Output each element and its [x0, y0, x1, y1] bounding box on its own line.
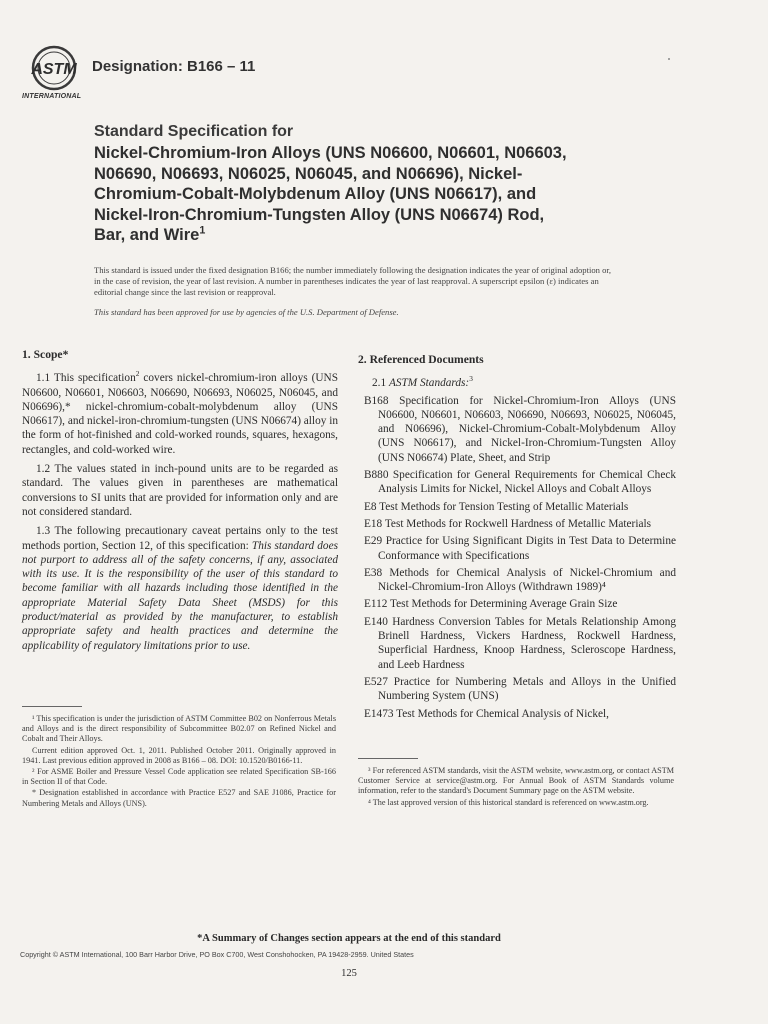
- copyright: Copyright © ASTM International, 100 Barr Harbor Drive, PO Box C700, West Conshohocken, PA 19428-2959. United States: [20, 950, 414, 959]
- ref-item: E38 Methods for Chemical Analysis of Nickel-Chromium and Nickel-Chromium-Iron Alloys (Withdrawn 1989)⁴: [364, 566, 676, 594]
- scope-para-1: 1.1 This specification$^2$ covers nickel-chromium-iron alloys (UNS N06600, N06601, N06603, N06690, N06693, N06025, N06045, and N06696),* nickel-chromium-cobalt-molybdenum alloy (UNS N06617), and nickel-iron-chromium-tungsten (UNS N06674) alloy in the form of hot-finished and cold-worked rounds, squares, hexagons, rectangles, and cold-worked wire.: [22, 369, 338, 456]
- footnote: ² For ASME Boiler and Pressure Vessel Code application see related Specification SB-166 in Section II of that Code.: [22, 767, 336, 787]
- scan-speck: [668, 58, 670, 60]
- refdocs-heading: 2. Referenced Documents: [358, 353, 484, 366]
- issued-note: This standard is issued under the fixed designation B166; the number immediately following the designation indicates the year of original adoption or, in the case of revision, the year of last revision. A number in parentheses indicates the year of last reapproval. A superscript epsilon (ε) indicates an editorial change since the last revision or reapproval.: [94, 265, 612, 297]
- ref-item: E1473 Test Methods for Chemical Analysis of Nickel,: [364, 707, 609, 720]
- ref-item: E112 Test Methods for Determining Average Grain Size: [364, 598, 618, 611]
- logo-text: ASTM: [31, 61, 77, 78]
- scope-heading: 1. Scope*: [22, 348, 69, 361]
- page-number: 125: [341, 968, 357, 979]
- title-block: [94, 123, 654, 246]
- title-line: N06690, N06693, N06025, N06045, and N06696), Nickel-: [94, 164, 523, 183]
- intro-note: [94, 265, 614, 318]
- title-line: Chromium-Cobalt-Molybdenum Alloy (UNS N06617), and: [94, 185, 537, 203]
- left-column: [22, 348, 338, 658]
- title-line: [94, 225, 654, 246]
- title-line: Nickel-Chromium-Iron Alloys (UNS N06600, N06601, N06603,: [94, 144, 567, 162]
- footnote: * Designation established in accordance with Practice E527 and SAE J1086, Practice for Numbering Metals and Alloys (UNS).: [22, 788, 336, 808]
- title-last: Bar, and Wire: [94, 226, 200, 244]
- title: [94, 143, 654, 246]
- ref-item: B168 Specification for Nickel-Chromium-Iron Alloys (UNS N06600, N06601, N06603, N06690, N06693, N06025, N06045, and N06696), Nickel-Chromium-Cobalt-Molybdenum Alloy (UNS N06617), and Nickel-Iron-Chromium-Tungsten Alloy (UNS N06674) Plate, Sheet, and Strip: [364, 394, 676, 464]
- scope-para-2: 1.2 The values stated in inch-pound units are to be regarded as standard. The values given in parentheses are mathematical conversions to SI units that are provided for information only and are not considered standard.: [22, 463, 338, 518]
- footnote: Current edition approved Oct. 1, 2011. Published October 2011. Originally approved in 1941. Last previous edition approved in 2008 as B166 – 08. DOI: 10.1520/B0166-11.: [22, 745, 336, 765]
- ref-item: B880 Specification for General Requirements for Chemical Check Analysis Limits for Nickel, Nickel Alloys and Cobalt Alloys: [364, 469, 676, 496]
- ref-item: E140 Hardness Conversion Tables for Metals Relationship Among Brinell Hardness, Vickers Hardness, Rockwell Hardness, Superficial Hardness, Knoop Hardness, Scleroscope Hardness, and Leeb Hardness: [364, 615, 676, 671]
- summary-note: *A Summary of Changes section appears at the end of this standard: [197, 933, 501, 944]
- footnotes-right: [358, 758, 674, 809]
- footnotes-left: [22, 706, 336, 810]
- title-prefix: Standard Specification for: [94, 123, 294, 140]
- footnote: ⁴ The last approved version of this historical standard is referenced on www.astm.org.: [368, 797, 649, 807]
- title-footnote-ref: 1: [199, 224, 206, 237]
- ref-item: E29 Practice for Using Significant Digits in Test Data to Determine Conformance with Specifications: [364, 535, 676, 562]
- astm-standards-subheading: 2.1 ASTM Standards:$^3$: [372, 374, 473, 390]
- right-column: [358, 353, 676, 724]
- ref-item: E527 Practice for Numbering Metals and Alloys in the Unified Numbering System (UNS): [364, 675, 676, 703]
- ref-item: E18 Test Methods for Rockwell Hardness of Metallic Materials: [364, 517, 652, 530]
- dod-note: This standard has been approved for use by agencies of the U.S. Department of Defense.: [94, 307, 399, 317]
- footnote: ³ For referenced ASTM standards, visit the ASTM website, www.astm.org, or contact ASTM Customer Service at service@astm.org. For Annual Book of ASTM Standards volume information, refer to the standard's Document Summary page on the ASTM website.: [358, 766, 674, 796]
- logo-international: INTERNATIONAL: [22, 93, 82, 100]
- scope-para-3: 1.3 The following precautionary caveat pertains only to the test methods portion, Section 12, of this specification: This standard does not purport to address all of the safety concerns, if any, associated with its use. It is the responsibility of the user of this standard to become familiar with all hazards including those identified in the appropriate Material Safety Data Sheet (MSDS) for this product/material as provided by the manufacturer, to establish appropriate safety and health practices and determine the applicability of regulatory limitations prior to use.: [22, 525, 338, 652]
- designation: Designation: B166 – 11: [92, 58, 256, 75]
- title-line: Nickel-Iron-Chromium-Tungsten Alloy (UNS N06674) Rod,: [94, 205, 545, 224]
- ref-item: E8 Test Methods for Tension Testing of Metallic Materials: [364, 500, 629, 513]
- footnote: ¹ This specification is under the jurisdiction of ASTM Committee B02 on Nonferrous Metals and Alloys and is the direct responsibility of Subcommittee B02.07 on Refined Nickel and Cobalt and Their Alloys.: [22, 714, 336, 744]
